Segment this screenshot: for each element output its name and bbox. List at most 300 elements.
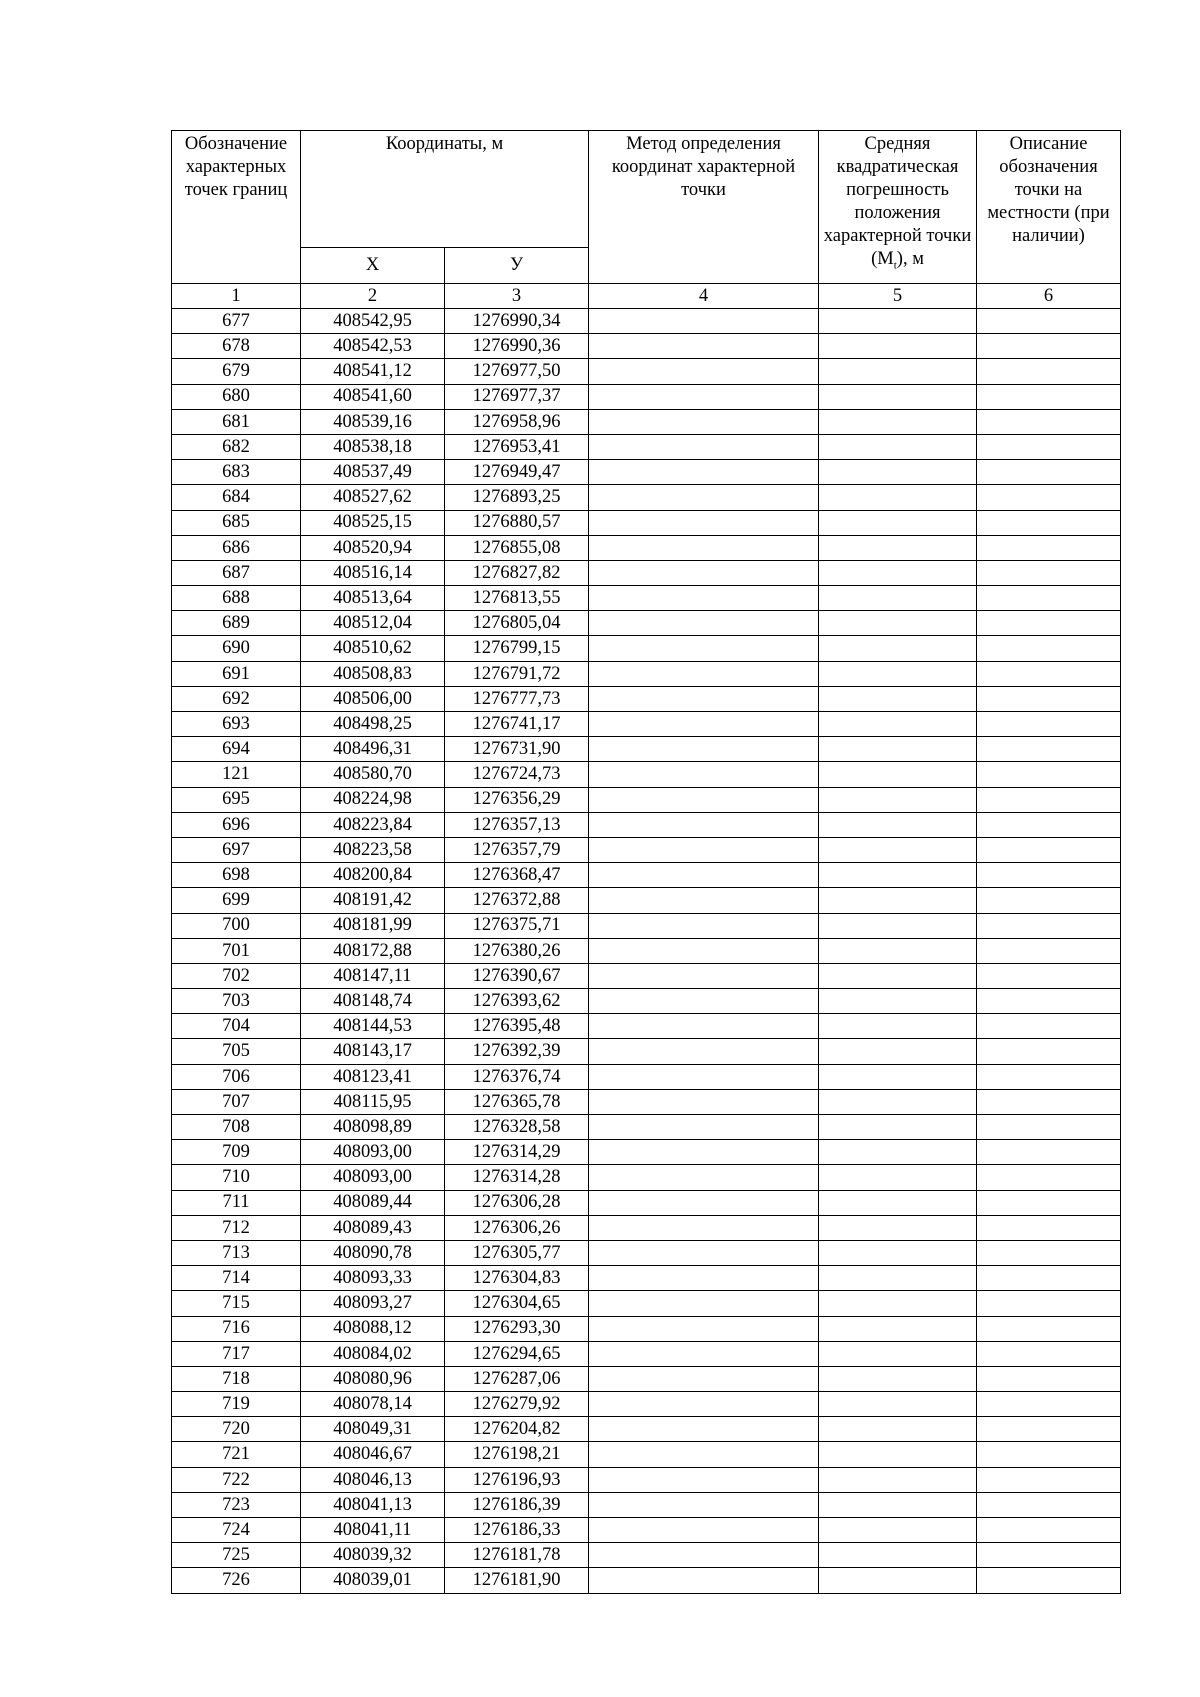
error-cell xyxy=(819,1165,977,1190)
table-row xyxy=(172,1492,1121,1517)
error-cell xyxy=(819,1266,977,1291)
point-number-cell: 725 xyxy=(172,1543,301,1568)
table-row xyxy=(172,1417,1121,1442)
y-coordinate-cell: 1276880,57 xyxy=(445,510,589,535)
method-cell xyxy=(589,1467,819,1492)
table-row xyxy=(172,1215,1121,1240)
x-coordinate-cell: 408143,17 xyxy=(301,1039,445,1064)
y-coordinate-cell: 1276279,92 xyxy=(445,1392,589,1417)
table-row xyxy=(172,1467,1121,1492)
x-coordinate-cell: 408525,15 xyxy=(301,510,445,535)
y-coordinate-cell: 1276380,26 xyxy=(445,938,589,963)
point-number-cell: 708 xyxy=(172,1115,301,1140)
method-cell xyxy=(589,1518,819,1543)
description-cell xyxy=(977,334,1121,359)
description-cell xyxy=(977,661,1121,686)
table-row xyxy=(172,1518,1121,1543)
error-cell xyxy=(819,913,977,938)
method-cell xyxy=(589,1492,819,1517)
table-row xyxy=(172,1291,1121,1316)
description-cell xyxy=(977,863,1121,888)
description-cell xyxy=(977,510,1121,535)
method-cell xyxy=(589,712,819,737)
description-cell xyxy=(977,737,1121,762)
x-coordinate-cell: 408080,96 xyxy=(301,1366,445,1391)
point-number-cell: 121 xyxy=(172,762,301,787)
x-coordinate-cell: 408542,95 xyxy=(301,309,445,334)
x-coordinate-cell: 408084,02 xyxy=(301,1341,445,1366)
table-row xyxy=(172,812,1121,837)
method-cell xyxy=(589,1266,819,1291)
y-coordinate-cell: 1276356,29 xyxy=(445,787,589,812)
point-number-cell: 711 xyxy=(172,1190,301,1215)
header-point-designation: Обозначение характерных точек границ xyxy=(172,131,301,284)
x-coordinate-cell: 408148,74 xyxy=(301,989,445,1014)
x-coordinate-cell: 408089,43 xyxy=(301,1215,445,1240)
description-cell xyxy=(977,1492,1121,1517)
point-number-cell: 684 xyxy=(172,485,301,510)
x-coordinate-cell: 408115,95 xyxy=(301,1089,445,1114)
method-cell xyxy=(589,359,819,384)
description-cell xyxy=(977,1392,1121,1417)
x-coordinate-cell: 408508,83 xyxy=(301,661,445,686)
description-cell xyxy=(977,712,1121,737)
table-row xyxy=(172,535,1121,560)
description-cell xyxy=(977,1115,1121,1140)
description-cell xyxy=(977,535,1121,560)
y-coordinate-cell: 1276376,74 xyxy=(445,1064,589,1089)
error-cell xyxy=(819,460,977,485)
x-coordinate-cell: 408172,88 xyxy=(301,938,445,963)
description-cell xyxy=(977,989,1121,1014)
point-number-cell: 691 xyxy=(172,661,301,686)
point-number-cell: 721 xyxy=(172,1442,301,1467)
error-cell xyxy=(819,812,977,837)
header-description: Описание обозначения точки на местности (при наличии) xyxy=(977,131,1121,284)
error-cell xyxy=(819,586,977,611)
coordinates-table xyxy=(171,130,1121,1594)
error-cell xyxy=(819,1543,977,1568)
y-coordinate-cell: 1276855,08 xyxy=(445,535,589,560)
error-cell xyxy=(819,989,977,1014)
x-coordinate-cell: 408541,60 xyxy=(301,384,445,409)
x-coordinate-cell: 408580,70 xyxy=(301,762,445,787)
description-cell xyxy=(977,409,1121,434)
x-coordinate-cell: 408181,99 xyxy=(301,913,445,938)
table-row xyxy=(172,1014,1121,1039)
point-number-cell: 726 xyxy=(172,1568,301,1593)
method-cell xyxy=(589,510,819,535)
description-cell xyxy=(977,1014,1121,1039)
header-mean-square-error: Средняя квадратическая погрешность положения характерной точки $(M_t)$, м xyxy=(819,131,977,284)
error-cell xyxy=(819,762,977,787)
table-row xyxy=(172,787,1121,812)
y-coordinate-cell: 1276990,34 xyxy=(445,309,589,334)
point-number-cell: 680 xyxy=(172,384,301,409)
y-coordinate-cell: 1276827,82 xyxy=(445,560,589,585)
point-number-cell: 712 xyxy=(172,1215,301,1240)
error-cell xyxy=(819,837,977,862)
y-coordinate-cell: 1276181,90 xyxy=(445,1568,589,1593)
column-number: 1 xyxy=(172,284,301,309)
point-number-cell: 688 xyxy=(172,586,301,611)
table-row xyxy=(172,1442,1121,1467)
point-number-cell: 678 xyxy=(172,334,301,359)
method-cell xyxy=(589,586,819,611)
error-cell xyxy=(819,963,977,988)
y-coordinate-cell: 1276328,58 xyxy=(445,1115,589,1140)
x-coordinate-cell: 408200,84 xyxy=(301,863,445,888)
table-row xyxy=(172,1568,1121,1593)
error-cell xyxy=(819,1089,977,1114)
point-number-cell: 697 xyxy=(172,837,301,862)
table-row xyxy=(172,1316,1121,1341)
description-cell xyxy=(977,384,1121,409)
description-cell xyxy=(977,1518,1121,1543)
error-cell xyxy=(819,1341,977,1366)
table-row xyxy=(172,384,1121,409)
x-coordinate-cell: 408046,67 xyxy=(301,1442,445,1467)
x-coordinate-cell: 408093,00 xyxy=(301,1140,445,1165)
description-cell xyxy=(977,1417,1121,1442)
point-number-cell: 713 xyxy=(172,1240,301,1265)
point-number-cell: 724 xyxy=(172,1518,301,1543)
table-row xyxy=(172,963,1121,988)
point-number-cell: 692 xyxy=(172,686,301,711)
error-cell xyxy=(819,1417,977,1442)
x-coordinate-cell: 408093,27 xyxy=(301,1291,445,1316)
method-cell xyxy=(589,611,819,636)
error-cell xyxy=(819,863,977,888)
method-cell xyxy=(589,1140,819,1165)
method-cell xyxy=(589,1392,819,1417)
x-coordinate-cell: 408090,78 xyxy=(301,1240,445,1265)
description-cell xyxy=(977,460,1121,485)
method-cell xyxy=(589,686,819,711)
description-cell xyxy=(977,485,1121,510)
method-cell xyxy=(589,1442,819,1467)
method-cell xyxy=(589,863,819,888)
description-cell xyxy=(977,1190,1121,1215)
table-row xyxy=(172,1165,1121,1190)
description-cell xyxy=(977,309,1121,334)
y-coordinate-cell: 1276953,41 xyxy=(445,434,589,459)
description-cell xyxy=(977,1366,1121,1391)
x-coordinate-cell: 408046,13 xyxy=(301,1467,445,1492)
y-coordinate-cell: 1276813,55 xyxy=(445,586,589,611)
table-row xyxy=(172,863,1121,888)
description-cell xyxy=(977,1568,1121,1593)
point-number-cell: 687 xyxy=(172,560,301,585)
method-cell xyxy=(589,1115,819,1140)
y-coordinate-cell: 1276287,06 xyxy=(445,1366,589,1391)
point-number-cell: 709 xyxy=(172,1140,301,1165)
y-coordinate-cell: 1276395,48 xyxy=(445,1014,589,1039)
x-coordinate-cell: 408089,44 xyxy=(301,1190,445,1215)
y-coordinate-cell: 1276368,47 xyxy=(445,863,589,888)
method-cell xyxy=(589,1568,819,1593)
y-coordinate-cell: 1276392,39 xyxy=(445,1039,589,1064)
description-cell xyxy=(977,636,1121,661)
table-row xyxy=(172,334,1121,359)
x-coordinate-cell: 408542,53 xyxy=(301,334,445,359)
x-coordinate-cell: 408520,94 xyxy=(301,535,445,560)
method-cell xyxy=(589,636,819,661)
point-number-cell: 717 xyxy=(172,1341,301,1366)
x-coordinate-cell: 408147,11 xyxy=(301,963,445,988)
method-cell xyxy=(589,535,819,560)
x-coordinate-cell: 408506,00 xyxy=(301,686,445,711)
y-coordinate-cell: 1276304,83 xyxy=(445,1266,589,1291)
method-cell xyxy=(589,334,819,359)
x-coordinate-cell: 408078,14 xyxy=(301,1392,445,1417)
description-cell xyxy=(977,1442,1121,1467)
method-cell xyxy=(589,1316,819,1341)
table-row xyxy=(172,1039,1121,1064)
point-number-cell: 690 xyxy=(172,636,301,661)
y-coordinate-cell: 1276196,93 xyxy=(445,1467,589,1492)
table-row xyxy=(172,1366,1121,1391)
method-cell xyxy=(589,812,819,837)
x-coordinate-cell: 408223,58 xyxy=(301,837,445,862)
y-coordinate-cell: 1276314,28 xyxy=(445,1165,589,1190)
error-cell xyxy=(819,1115,977,1140)
point-number-cell: 686 xyxy=(172,535,301,560)
table-row xyxy=(172,309,1121,334)
description-cell xyxy=(977,1341,1121,1366)
table-row xyxy=(172,485,1121,510)
method-cell xyxy=(589,888,819,913)
method-cell xyxy=(589,460,819,485)
error-cell xyxy=(819,888,977,913)
description-cell xyxy=(977,686,1121,711)
description-cell xyxy=(977,913,1121,938)
table-row xyxy=(172,712,1121,737)
point-number-cell: 689 xyxy=(172,611,301,636)
description-cell xyxy=(977,963,1121,988)
x-coordinate-cell: 408513,64 xyxy=(301,586,445,611)
point-number-cell: 710 xyxy=(172,1165,301,1190)
y-coordinate-cell: 1276186,33 xyxy=(445,1518,589,1543)
x-coordinate-cell: 408144,53 xyxy=(301,1014,445,1039)
x-coordinate-cell: 408527,62 xyxy=(301,485,445,510)
x-coordinate-cell: 408498,25 xyxy=(301,712,445,737)
point-number-cell: 699 xyxy=(172,888,301,913)
x-coordinate-cell: 408039,32 xyxy=(301,1543,445,1568)
x-coordinate-cell: 408123,41 xyxy=(301,1064,445,1089)
x-coordinate-cell: 408039,01 xyxy=(301,1568,445,1593)
error-cell xyxy=(819,359,977,384)
column-number: 6 xyxy=(977,284,1121,309)
point-number-cell: 677 xyxy=(172,309,301,334)
description-cell xyxy=(977,787,1121,812)
point-number-cell: 720 xyxy=(172,1417,301,1442)
point-number-cell: 707 xyxy=(172,1089,301,1114)
description-cell xyxy=(977,1165,1121,1190)
description-cell xyxy=(977,1467,1121,1492)
y-coordinate-cell: 1276357,79 xyxy=(445,837,589,862)
error-cell xyxy=(819,661,977,686)
x-coordinate-cell: 408516,14 xyxy=(301,560,445,585)
point-number-cell: 706 xyxy=(172,1064,301,1089)
x-coordinate-cell: 408496,31 xyxy=(301,737,445,762)
y-coordinate-cell: 1276372,88 xyxy=(445,888,589,913)
column-number: 4 xyxy=(589,284,819,309)
table-row xyxy=(172,1089,1121,1114)
method-cell xyxy=(589,1240,819,1265)
y-coordinate-cell: 1276393,62 xyxy=(445,989,589,1014)
error-cell xyxy=(819,510,977,535)
error-cell xyxy=(819,1064,977,1089)
table-row xyxy=(172,636,1121,661)
error-cell xyxy=(819,1366,977,1391)
error-cell xyxy=(819,611,977,636)
y-coordinate-cell: 1276958,96 xyxy=(445,409,589,434)
method-cell xyxy=(589,1064,819,1089)
table-row xyxy=(172,1266,1121,1291)
table-row xyxy=(172,762,1121,787)
table-row xyxy=(172,560,1121,585)
table-row xyxy=(172,1240,1121,1265)
point-number-cell: 715 xyxy=(172,1291,301,1316)
description-cell xyxy=(977,938,1121,963)
point-number-cell: 698 xyxy=(172,863,301,888)
point-number-cell: 722 xyxy=(172,1467,301,1492)
point-number-cell: 679 xyxy=(172,359,301,384)
description-cell xyxy=(977,1140,1121,1165)
y-coordinate-cell: 1276741,17 xyxy=(445,712,589,737)
error-cell xyxy=(819,1190,977,1215)
point-number-cell: 685 xyxy=(172,510,301,535)
y-coordinate-cell: 1276990,36 xyxy=(445,334,589,359)
error-cell xyxy=(819,1442,977,1467)
y-coordinate-cell: 1276304,65 xyxy=(445,1291,589,1316)
table-row xyxy=(172,661,1121,686)
x-coordinate-cell: 408537,49 xyxy=(301,460,445,485)
description-cell xyxy=(977,560,1121,585)
error-cell xyxy=(819,737,977,762)
point-number-cell: 701 xyxy=(172,938,301,963)
description-cell xyxy=(977,812,1121,837)
description-cell xyxy=(977,837,1121,862)
point-number-cell: 682 xyxy=(172,434,301,459)
table-row xyxy=(172,1140,1121,1165)
y-coordinate-cell: 1276204,82 xyxy=(445,1417,589,1442)
method-cell xyxy=(589,1417,819,1442)
x-coordinate-cell: 408541,12 xyxy=(301,359,445,384)
x-coordinate-cell: 408538,18 xyxy=(301,434,445,459)
error-cell xyxy=(819,384,977,409)
y-coordinate-cell: 1276305,77 xyxy=(445,1240,589,1265)
description-cell xyxy=(977,1240,1121,1265)
x-coordinate-cell: 408093,33 xyxy=(301,1266,445,1291)
method-cell xyxy=(589,1190,819,1215)
point-number-cell: 703 xyxy=(172,989,301,1014)
x-coordinate-cell: 408191,42 xyxy=(301,888,445,913)
description-cell xyxy=(977,762,1121,787)
x-coordinate-cell: 408041,11 xyxy=(301,1518,445,1543)
point-number-cell: 723 xyxy=(172,1492,301,1517)
header-x: X xyxy=(301,248,445,284)
point-number-cell: 683 xyxy=(172,460,301,485)
error-cell xyxy=(819,434,977,459)
x-coordinate-cell: 408088,12 xyxy=(301,1316,445,1341)
x-coordinate-cell: 408539,16 xyxy=(301,409,445,434)
table-row xyxy=(172,1392,1121,1417)
header-coordinates: Координаты, м xyxy=(301,131,589,248)
error-cell xyxy=(819,409,977,434)
method-cell xyxy=(589,787,819,812)
table-row xyxy=(172,888,1121,913)
description-cell xyxy=(977,1543,1121,1568)
method-cell xyxy=(589,560,819,585)
table-row xyxy=(172,460,1121,485)
y-coordinate-cell: 1276893,25 xyxy=(445,485,589,510)
point-number-cell: 704 xyxy=(172,1014,301,1039)
error-cell xyxy=(819,1014,977,1039)
description-cell xyxy=(977,1316,1121,1341)
x-coordinate-cell: 408510,62 xyxy=(301,636,445,661)
point-number-cell: 714 xyxy=(172,1266,301,1291)
y-coordinate-cell: 1276375,71 xyxy=(445,913,589,938)
method-cell xyxy=(589,309,819,334)
description-cell xyxy=(977,1064,1121,1089)
header-y: У xyxy=(445,248,589,284)
method-cell xyxy=(589,485,819,510)
description-cell xyxy=(977,434,1121,459)
error-cell xyxy=(819,535,977,560)
error-cell xyxy=(819,1316,977,1341)
error-cell xyxy=(819,1392,977,1417)
x-coordinate-cell: 408049,31 xyxy=(301,1417,445,1442)
x-coordinate-cell: 408512,04 xyxy=(301,611,445,636)
description-cell xyxy=(977,1089,1121,1114)
point-number-cell: 702 xyxy=(172,963,301,988)
method-cell xyxy=(589,1165,819,1190)
error-cell xyxy=(819,334,977,359)
error-cell xyxy=(819,1568,977,1593)
method-cell xyxy=(589,434,819,459)
method-cell xyxy=(589,384,819,409)
table-row xyxy=(172,611,1121,636)
point-number-cell: 716 xyxy=(172,1316,301,1341)
point-number-cell: 695 xyxy=(172,787,301,812)
table-row xyxy=(172,1115,1121,1140)
point-number-cell: 719 xyxy=(172,1392,301,1417)
description-cell xyxy=(977,359,1121,384)
table-row xyxy=(172,1064,1121,1089)
y-coordinate-cell: 1276365,78 xyxy=(445,1089,589,1114)
error-cell xyxy=(819,938,977,963)
point-number-cell: 694 xyxy=(172,737,301,762)
error-cell xyxy=(819,560,977,585)
error-cell xyxy=(819,1240,977,1265)
table-row xyxy=(172,913,1121,938)
y-coordinate-cell: 1276777,73 xyxy=(445,686,589,711)
x-coordinate-cell: 408093,00 xyxy=(301,1165,445,1190)
y-coordinate-cell: 1276977,37 xyxy=(445,384,589,409)
column-number: 2 xyxy=(301,284,445,309)
y-coordinate-cell: 1276306,28 xyxy=(445,1190,589,1215)
table-row xyxy=(172,409,1121,434)
description-cell xyxy=(977,611,1121,636)
description-cell xyxy=(977,586,1121,611)
method-cell xyxy=(589,661,819,686)
error-cell xyxy=(819,787,977,812)
point-number-cell: 705 xyxy=(172,1039,301,1064)
x-coordinate-cell: 408041,13 xyxy=(301,1492,445,1517)
header-method: Метод определения координат характерной точки xyxy=(589,131,819,284)
